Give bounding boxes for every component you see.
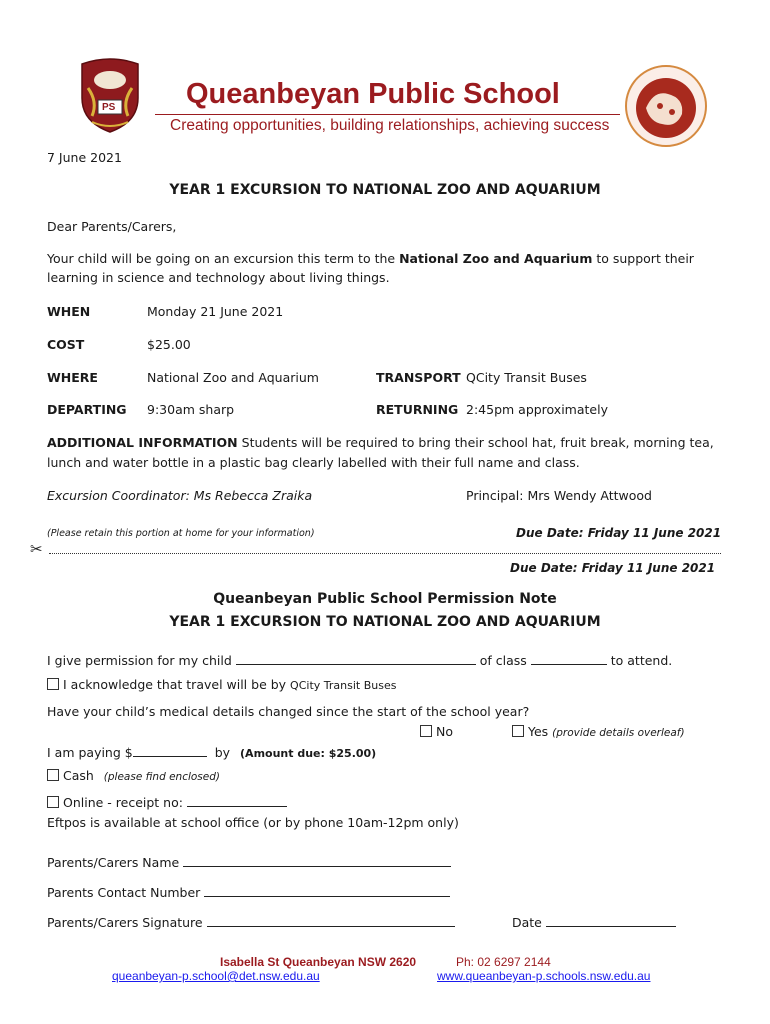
medical-question: Have your child’s medical details changed since the start of the school year?: [47, 704, 530, 719]
scissors-icon: ✂: [30, 540, 43, 558]
due-date-top: Due Date: Friday 11 June 2021: [516, 526, 722, 540]
acknowledge-transport: QCity Transit Buses: [290, 679, 397, 692]
cash-label: Cash: [63, 768, 98, 783]
date-label: Date: [512, 915, 542, 930]
cash-note: (please find enclosed): [103, 771, 220, 783]
header-divider: [155, 114, 620, 115]
to-attend-label: to attend.: [610, 653, 673, 668]
medical-yes-option: [512, 724, 685, 739]
when-value: Monday 21 June 2021: [147, 304, 284, 319]
contact-number-line: [47, 882, 450, 900]
amount-due: (Amount due: $25.00): [240, 747, 377, 760]
carer-name-line: [47, 852, 451, 870]
transport-value: QCity Transit Buses: [466, 370, 587, 385]
online-checkbox[interactable]: [47, 796, 59, 808]
cost-value: $25.00: [147, 337, 191, 352]
intro-text-2: to support their: [592, 251, 694, 266]
yes-note: (provide details overleaf): [552, 727, 685, 739]
yes-checkbox[interactable]: [512, 725, 524, 737]
cash-checkbox[interactable]: [47, 769, 59, 781]
medical-no-option: [420, 724, 453, 739]
where-label: WHERE: [47, 370, 98, 385]
no-checkbox[interactable]: [420, 725, 432, 737]
retain-note: (Please retain this portion at home for your information): [47, 528, 315, 539]
intro-paragraph: [47, 251, 694, 266]
intro-text-1: Your child will be going on an excursion this term to the: [47, 251, 400, 266]
where-value: National Zoo and Aquarium: [147, 370, 319, 385]
departing-label: DEPARTING: [47, 402, 127, 417]
intro-venue: National Zoo and Aquarium: [399, 251, 593, 266]
online-label: Online - receipt no:: [63, 795, 183, 810]
returning-label: RETURNING: [376, 402, 459, 417]
paying-by-label: by: [214, 745, 231, 760]
yes-label: Yes: [528, 724, 553, 739]
departing-value: 9:30am sharp: [147, 402, 235, 417]
paying-line: [47, 742, 376, 760]
excursion-coordinator: Excursion Coordinator: Ms Rebecca Zraika: [47, 488, 313, 503]
additional-info: [47, 435, 714, 450]
school-crest-logo: [78, 58, 142, 134]
carer-name-field[interactable]: [183, 852, 451, 867]
amount-field[interactable]: [133, 742, 207, 757]
footer-phone: Ph: 02 6297 2144: [456, 955, 551, 969]
letter-date: 7 June 2021: [47, 150, 122, 165]
permission-line: [47, 650, 672, 668]
footer-website-link[interactable]: www.queanbeyan-p.schools.nsw.edu.au: [437, 969, 651, 983]
signature-label: Parents/Carers Signature: [47, 915, 203, 930]
acknowledge-line: [47, 677, 396, 692]
due-date-bottom: Due Date: Friday 11 June 2021: [510, 561, 716, 575]
cut-line: [49, 553, 721, 554]
letter-title: YEAR 1 EXCURSION TO NATIONAL ZOO AND AQUARIUM: [169, 182, 601, 198]
contact-number-label: Parents Contact Number: [47, 885, 201, 900]
date-field[interactable]: [546, 912, 676, 927]
greeting: Dear Parents/Carers,: [47, 219, 177, 234]
cost-label: COST: [47, 337, 85, 352]
online-option: [47, 792, 287, 810]
date-line: [512, 912, 676, 930]
child-name-field[interactable]: [236, 650, 476, 665]
signature-line: [47, 912, 455, 930]
transport-label: TRANSPORT: [376, 370, 461, 385]
acknowledge-label: I acknowledge that travel will be by: [63, 677, 291, 692]
eftpos-note: Eftpos is available at school office (or by phone 10am-12pm only): [47, 815, 459, 830]
give-permission-label: I give permission for my child: [47, 653, 232, 668]
acknowledge-checkbox[interactable]: [47, 678, 59, 690]
carer-name-label: Parents/Carers Name: [47, 855, 180, 870]
of-class-label: of class: [479, 653, 527, 668]
no-label: No: [436, 724, 453, 739]
footer-address: Isabella St Queanbeyan NSW 2620: [220, 955, 417, 969]
receipt-number-field[interactable]: [187, 792, 287, 807]
additional-text-1: Students will be required to bring their school hat, fruit break, morning tea,: [237, 435, 714, 450]
when-label: WHEN: [47, 304, 91, 319]
school-name: Queanbeyan Public School: [186, 78, 560, 110]
contact-number-field[interactable]: [204, 882, 450, 897]
paying-label: I am paying $: [47, 745, 133, 760]
signature-field[interactable]: [207, 912, 455, 927]
permission-subheading: YEAR 1 EXCURSION TO NATIONAL ZOO AND AQUARIUM: [169, 614, 601, 630]
school-tagline: Creating opportunities, building relationships, achieving success: [170, 117, 610, 134]
crest-text: PS: [102, 102, 116, 113]
returning-value: 2:45pm approximately: [466, 402, 608, 417]
additional-label: ADDITIONAL INFORMATION: [47, 435, 238, 450]
permission-heading: Queanbeyan Public School Permission Note: [213, 591, 557, 607]
right-school-logo: [624, 64, 708, 148]
cash-option: [47, 768, 220, 783]
principal: Principal: Mrs Wendy Attwood: [466, 488, 652, 503]
intro-line-2: learning in science and technology about living things.: [47, 270, 390, 285]
additional-text-2: lunch and water bottle in a plastic bag clearly labelled with their full name and class.: [47, 455, 580, 470]
class-field[interactable]: [531, 650, 607, 665]
footer-email-link[interactable]: queanbeyan-p.school@det.nsw.edu.au: [112, 969, 320, 983]
